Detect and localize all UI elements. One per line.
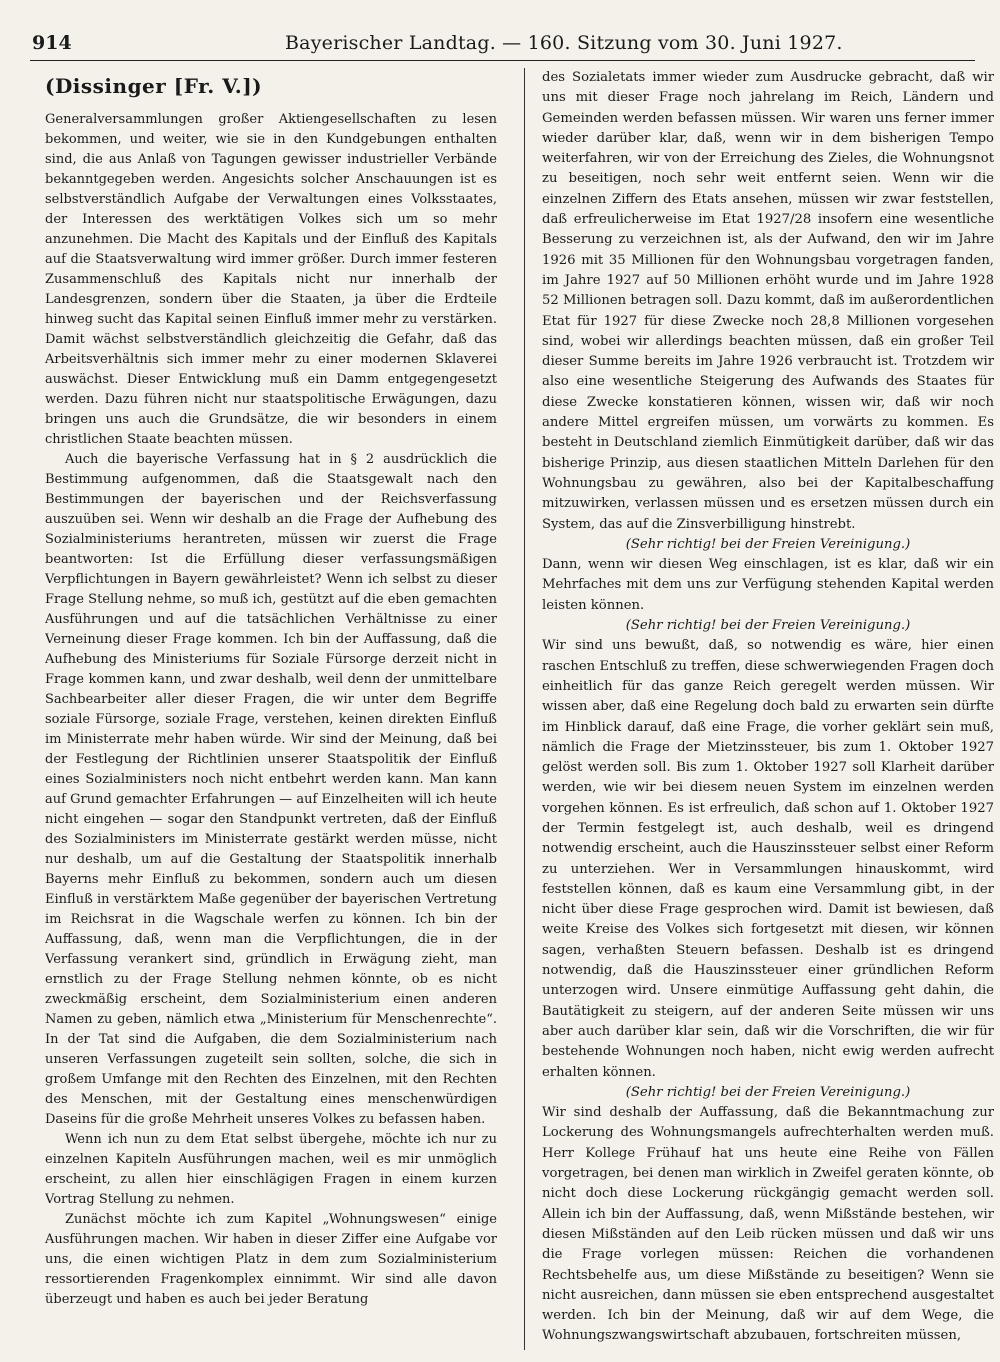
paragraph: Wir sind uns bewußt, daß, so notwendig es wäre, hier einen raschen Entschluß zu treffen, diese schwerwiegenden Fragen doch einheitlich für das ganze Reich geregelt werden müssen. Wir wissen aber, daß eine Regelung doch bald zu erwarten sein dürfte im Hinblick darauf, daß eine Frage, die vorher geklärt sein muß, nämlich die Frage der Mietzinssteuer, bis zum 1. Oktober 1927 gelöst werden soll. Bis zum 1. Oktober 1927 soll Klarheit darüber werden, wie wir bei diesem neuen System im einzelnen werden vorgehen können. Es ist erfreulich, daß schon auf 1. Oktober 1927 der Termin festgelegt ist, auch deshalb, weil es dringend notwendig erscheint, auch die Hauszinssteuer selbst einer Reform zu unterziehen. Wer in Versammlungen hinauskommt, wird feststellen können, daß es kaum eine Versammlung gibt, in der nicht über diese Frage gesprochen wird. Damit ist bewiesen, daß weite Kreise des Volkes sich fortgesetzt mit diesen, wir können sagen, verhaßten Steuern befassen. Deshalb ist es dringend notwendig, daß die Hauszinssteuer einer gründlichen Reform unterzogen wird. Unsere einmütige Auffassung geht dahin, die Bautätigkeit zu steigern, auf der anderen Seite müssen wir uns aber auch darüber klar sein, daß wir die Vorschriften, die wir für bestehende Wohnungen noch haben, nicht ewig werden aufrecht erhalten können. — [542, 638, 994, 1080]
paragraph: Zunächst möchte ich zum Kapitel „Wohnungswesen“ einige Ausführungen machen. Wir haben in dieser Ziffer eine Aufgabe vor uns, die einen wichtigen Platz in dem zum Sozialministerium ressortierenden Fragenkomplex einnimmt. Wir sind alle davon überzeugt und haben es auch bei jeder Beratung — [45, 1212, 497, 1307]
paragraph: Wir sind deshalb der Auffassung, daß die Bekanntmachung zur Lockerung des Wohnungsmangels aufrechterhalten werden muß. Herr Kollege Frühauf hat uns heute eine Reihe von Fällen vorgetragen, bei denen man wirklich in Zweifel geraten könnte, ob nicht doch diese Lockerung rückgängig gemacht werden soll. Allein ich bin der Auffassung, daß, wenn Mißstände bestehen, wir diesen Mißständen auf den Leib rücken müssen und daß wir uns die Frage vorlegen müssen: Reichen die vorhandenen Rechtsbehelfe aus, um diese Mißstände zu beseitigen? Wenn sie nicht ausreichen, dann müssen sie eben entsprechend ausgestaltet werden. Ich bin der Meinung, daß wir auf dem Wege, die Wohnungszwangswirtschaft abzubauen, fortschreiten müssen, — [542, 1105, 994, 1344]
interjection: (Sehr richtig! bei der Freien Vereinigung.) — [625, 618, 911, 634]
interjection: (Sehr richtig! bei der Freien Vereinigung.) — [625, 1084, 911, 1100]
paragraph: Generalversammlungen großer Aktiengesellschaften zu lesen bekommen, und weiter, wie sie in den Kundgebungen enthalten sind, die aus Anlaß von Tagungen gewisser industrieller Verbände bekanntgegeben werden. Angesichts solcher Anschauungen ist es selbstverständlich Aufgabe der Verwaltungen eines Volksstaates, der Interessen des werktätigen Volkes sich um so mehr anzunehmen. Die Macht des Kapitals und der Einfluß des Kapitals auf die Staatsverwaltung wird immer größer. Durch immer festeren Zusammenschluß des Kapitals nicht nur innerhalb der Landesgrenzen, sondern über die Staaten, ja über die Erdteile hinweg sucht das Kapital seinen Einfluß immer mehr zu verstärken. Damit wächst selbstverständlich gleichzeitig die Gefahr, daß das Arbeitsverhältnis sich immer mehr zu einer modernen Sklaverei auswächst. Dieser Entwicklung muß ein Damm entgegengesetzt werden. Dazu führen nicht nur staatspolitische Erwägungen, dazu bringen uns auch die Grundsätze, die wir besonders in einem christlichen Staate beachten müssen. — [45, 112, 497, 447]
right-column — [542, 68, 994, 1353]
paragraph: Wenn ich nun zu dem Etat selbst übergehe, möchte ich nur zu einzelnen Kapiteln Ausführungen machen, weil es mir unmöglich erscheint, zu allen hier einschlägigen Fragen in einem kurzen Vortrag Stellung zu nehmen. — [45, 1132, 497, 1207]
left-column — [45, 68, 497, 1353]
paragraph: Dann, wenn wir diesen Weg einschlagen, ist es klar, daß wir ein Mehrfaches mit dem uns zur Verfügung stehenden Kapital werden leisten können. — [542, 557, 994, 613]
column-divider — [524, 68, 525, 1350]
page-number: 914 — [32, 32, 72, 54]
paragraph: Auch die bayerische Verfassung hat in § 2 ausdrücklich die Bestimmung aufgenommen, daß die Staatsgewalt nach den Bestimmungen der bayerischen und der Reichsverfassung auszuüben sei. Wenn wir deshalb an die Frage der Aufhebung des Sozialministeriums herantreten, müssen wir zuerst die Frage beantworten: Ist die Erfüllung dieser verfassungsmäßigen Verpflichtungen in Bayern gewährleistet? Wenn ich selbst zu dieser Frage Stellung nehme, so muß ich, gestützt auf die eben gemachten Ausführungen und auf die tatsächlichen Verhältnisse zu einer Verneinung dieser Frage kommen. Ich bin der Auffassung, daß die Aufhebung des Ministeriums für Soziale Fürsorge derzeit nicht in Frage kommen kann, und zwar deshalb, weil denn der unmittelbare Sachbearbeiter aller dieser Fragen, die wir unter dem Begriffe soziale Fürsorge, soziale Frage, verstehen, keinen direkten Einfluß im Ministerrate mehr haben würde. Wir sind der Meinung, daß bei der Festlegung der Richtlinien unserer Staatspolitik der Einfluß eines Sozialministers noch nicht entbehrt werden kann. Man kann auf Grund gemachter Erfahrungen — auf Einzelheiten will ich heute nicht eingehen — sogar den Standpunkt vertreten, daß der Einfluß des Sozialministers im Ministerrate gestärkt werden müsse, nicht nur deshalb, um auf die Gestaltung der Staatspolitik innerhalb Bayerns mehr Einfluß zu bekommen, sondern auch um diesen Einfluß in verstärktem Maße gegenüber der bayerischen Vertretung im Reichsrat in die Wagschale werfen zu können. Ich bin der Auffassung, daß, wenn man die Verpflichtungen, die in der Verfassung verankert sind, gründlich in Erwägung zieht, man ernstlich zu der Frage Stellung nehmen könnte, ob es nicht zweckmäßig erscheint, dem Sozialministerium einen anderen Namen zu geben, nämlich etwa „Ministerium für Menschenrechte“. In der Tat sind die Aufgaben, die dem Sozialministerium nach unseren Verfassungen zugeteilt sein sollten, solche, die sich in großem Umfange mit den Rechten des Einzelnen, mit den Rechten des Menschen, mit der Gestaltung eines menschenwürdigen Daseins für die große Mehrheit unseres Volkes zu befassen haben. — [45, 452, 497, 1127]
page-header — [30, 30, 975, 61]
speaker-heading: (Dissinger [Fr. V.]) — [45, 74, 263, 98]
paragraph: des Sozialetats immer wieder zum Ausdrucke gebracht, daß wir uns mit dieser Frage noch jahrelang im Reich, Ländern und Gemeinden werden befassen müssen. Wir waren uns ferner immer wieder darüber klar, daß, wenn wir in dem bisherigen Tempo weiterfahren, wir von der Erreichung des Zieles, die Wohnungsnot zu beseitigen, noch sehr weit entfernt seien. Wenn wir die einzelnen Ziffern des Etats ansehen, müssen wir zwar feststellen, daß erfreulicherweise im Etat 1927/28 insofern eine wesentliche Besserung zu verzeichnen ist, als der Aufwand, den wir im Jahre 1926 mit 35 Millionen für den Wohnungsbau vorgetragen fanden, im Jahre 1927 auf 50 Millionen erhöht wurde und im Jahre 1928 52 Millionen betragen soll. Dazu kommt, daß im außerordentlichen Etat für 1927 für diese Zwecke noch 28,8 Millionen vorgesehen sind, wobei wir allerdings beachten müssen, daß ein großer Teil dieser Summe bereits im Jahre 1926 verbraucht ist. Trotzdem wir also eine wesentliche Steigerung des Aufwands des Staates für diese Zwecke konstatieren können, wissen wir, daß wir noch andere Mittel ergreifen müssen, um vorwärts zu kommen. Es besteht in Deutschland ziemlich Einmütigkeit darüber, daß wir das bisherige Prinzip, aus diesen staatlichen Mitteln Darlehen für den Wohnungsbau zu gewähren, also bei der Kapitalbeschaffung mitzuwirken, verlassen müssen und es ersetzen müssen durch ein System, das auf die Zinsverbilligung hinstrebt. — [542, 70, 994, 532]
running-title: Bayerischer Landtag. — 160. Sitzung vom 30. Juni 1927. — [285, 32, 843, 54]
interjection: (Sehr richtig! bei der Freien Vereinigung.) — [625, 536, 911, 552]
